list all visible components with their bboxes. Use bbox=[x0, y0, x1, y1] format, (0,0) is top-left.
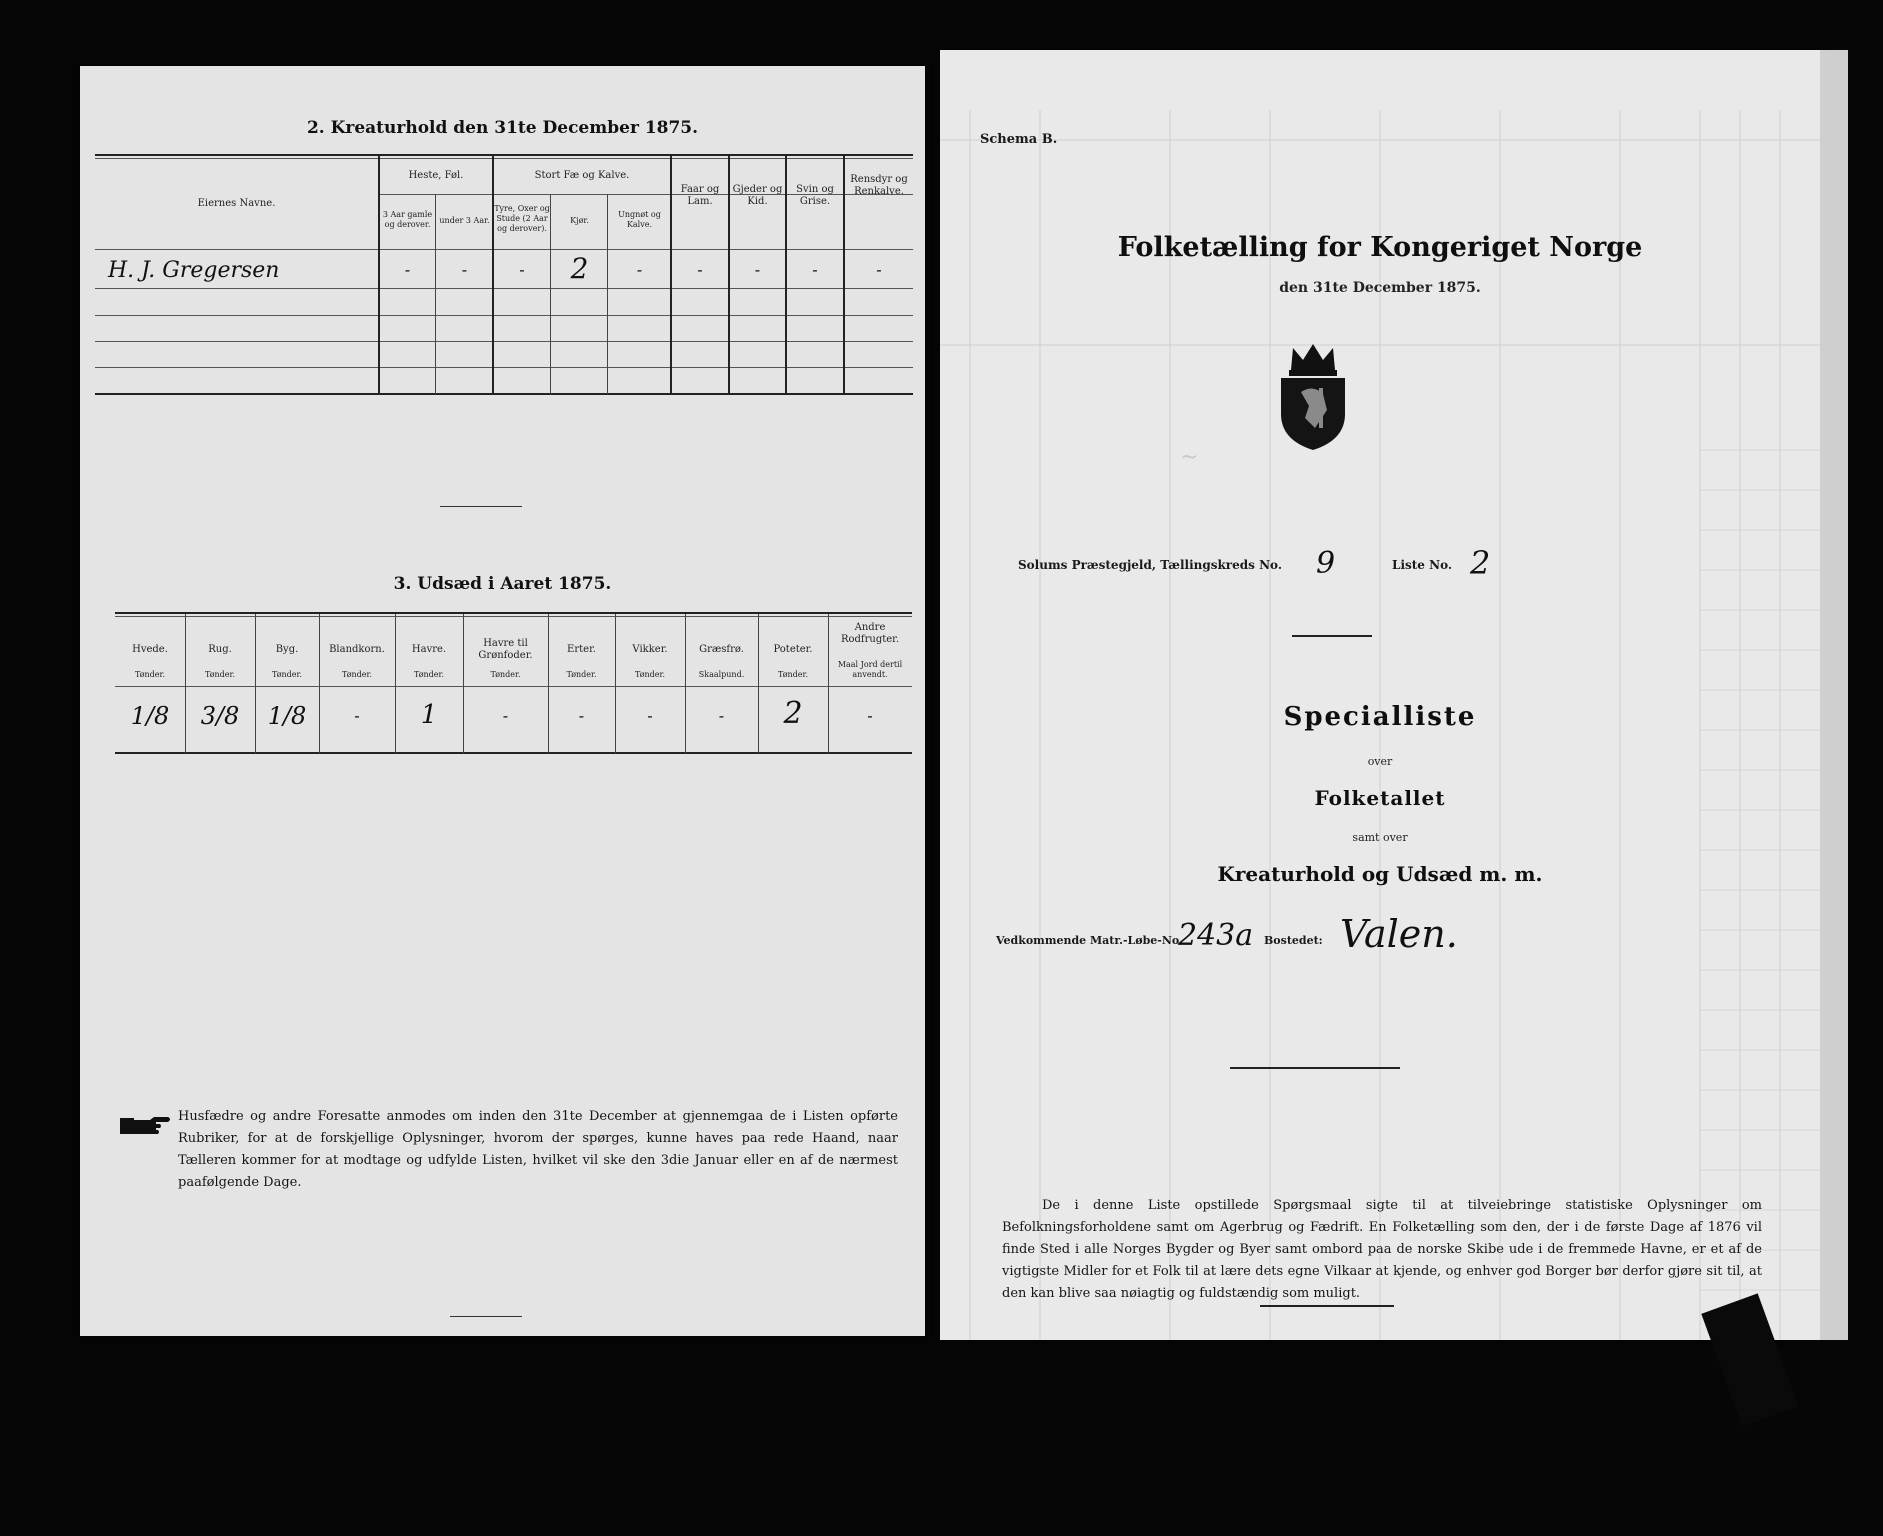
page-title: Folketælling for Kongeriget Norge bbox=[1117, 232, 1643, 263]
seed-value: - bbox=[578, 706, 585, 725]
norwegian-coat-of-arms-icon bbox=[1275, 340, 1351, 452]
header-gjeder: Gjeder og Kid. bbox=[732, 184, 783, 207]
seed-header: Hvede. bbox=[132, 644, 168, 655]
seed-header: Erter. bbox=[567, 644, 596, 655]
bosted-value: Valen. bbox=[1340, 912, 1458, 956]
livestock-cell: - bbox=[636, 260, 643, 279]
divider bbox=[1230, 1067, 1400, 1069]
header-rensdyr: Rensdyr og Renkalve. bbox=[850, 174, 908, 197]
seed-value: 1/8 bbox=[130, 702, 170, 730]
divider bbox=[450, 1316, 522, 1317]
bosted-label: Bostedet: bbox=[1264, 934, 1323, 947]
specialliste-heading: Specialliste bbox=[1283, 702, 1477, 732]
header-stort-b: Kjør. bbox=[570, 216, 589, 225]
seed-header: Havre. bbox=[411, 644, 447, 655]
seed-header: Havre til Grønfoder. bbox=[478, 638, 533, 661]
seed-value: - bbox=[647, 706, 653, 725]
divider bbox=[440, 506, 522, 507]
livestock-cell: - bbox=[754, 260, 761, 279]
seed-header: Blandkorn. bbox=[329, 644, 385, 655]
notice-text: Husfædre og andre Foresatte anmodes om inden den 31te December at gjennemgaa de i Listen opførte Rubriker, for at de forskjellige Oplysninger, hvorom der spørges, kunne haves paa rede Haand, naar Tælleren kommer for at modtage og udfylde Listen, hvilket vil ske den 3die Januar eller en af de nærmest paafølgende Dage. bbox=[178, 1109, 898, 1190]
livestock-cell: - bbox=[812, 260, 818, 279]
seed-unit: Tønder. bbox=[204, 670, 236, 679]
seed-value: - bbox=[354, 706, 360, 725]
intro-paragraph: De i denne Liste opstillede Spørgsmaal sigte til at tilveiebringe statistiske Oplysninger om Befolkningsforholdene samt om Agerbrug og Fædrift. En Folketælling som den, der i de første Dage af 1876 vil finde Sted i alle Norges Bygder og Byer samt ombord paa de norske Skibe ude i de fremmede Havne, er et af de vigtigste Midler for et Folk til at lære dets egne Vilkaar at kjende, og enhver god Borger bør derfor gjøre sit til, at den kan blive saa nøiagtig og fuldstændig som muligt. bbox=[1002, 1198, 1762, 1301]
seed-header: Byg. bbox=[275, 644, 299, 655]
livestock-cell: - bbox=[404, 260, 411, 279]
seed-value: 3/8 bbox=[200, 702, 240, 730]
prestegjeld-line bbox=[1018, 558, 1282, 572]
seed-value: 2 bbox=[783, 696, 803, 731]
header-stort-c: Ungnøt og Kalve. bbox=[618, 210, 661, 229]
prestegjeld-label: Solums Præstegjeld, bbox=[1018, 558, 1157, 572]
seed-header: Rug. bbox=[208, 644, 232, 655]
right-page bbox=[940, 50, 1820, 1340]
livestock-cell: - bbox=[461, 260, 468, 279]
header-heste-a: 3 Aar gamle og derover. bbox=[382, 210, 433, 229]
section2-title: 2. Kreaturhold den 31te December 1875. bbox=[306, 118, 699, 138]
seed-unit: Tønder. bbox=[634, 670, 666, 679]
seed-unit: Maal Jord dertil anvendt. bbox=[837, 660, 903, 679]
seed-value: - bbox=[867, 706, 873, 725]
livestock-cell: - bbox=[519, 260, 525, 279]
page-edge bbox=[1820, 50, 1848, 1340]
kreds-label: Tællingskreds No. bbox=[1160, 558, 1283, 572]
liste-value: 2 bbox=[1470, 544, 1491, 582]
seed-unit: Tønder. bbox=[413, 670, 445, 679]
header-svin: Svin og Grise. bbox=[796, 184, 834, 207]
header-heste-b: under 3 Aar. bbox=[439, 216, 490, 225]
section3-title: 3. Udsæd i Aaret 1875. bbox=[393, 574, 612, 594]
divider bbox=[1260, 1305, 1394, 1307]
matr-label: Vedkommende Matr.-Løbe-No. bbox=[996, 934, 1183, 947]
folketallet-heading: Folketallet bbox=[1314, 786, 1446, 810]
title-date: den 31te December 1875. bbox=[1279, 280, 1481, 296]
seed-unit: Tønder. bbox=[134, 670, 166, 679]
livestock-cell: 2 bbox=[570, 252, 589, 285]
seed-value: - bbox=[502, 706, 509, 725]
seed-unit: Skaalpund. bbox=[698, 670, 745, 679]
seed-unit: Tønder. bbox=[566, 670, 597, 679]
over-text: over bbox=[1367, 755, 1393, 768]
samt-over-text: samt over bbox=[1352, 831, 1408, 844]
header-heste: Heste, Føl. bbox=[408, 170, 464, 181]
seed-value: 1/8 bbox=[267, 702, 307, 730]
schema-label: Schema B. bbox=[980, 132, 1058, 147]
pointing-hand-icon bbox=[120, 1114, 172, 1136]
divider bbox=[1292, 635, 1372, 637]
seed-header: Andre Rodfrugter. bbox=[840, 622, 900, 645]
seed-unit: Tønder. bbox=[271, 670, 303, 679]
seed-header: Poteter. bbox=[773, 644, 813, 655]
liste-label: Liste No. bbox=[1392, 558, 1453, 572]
seed-value: - bbox=[718, 706, 725, 725]
seed-header: Græsfrø. bbox=[699, 644, 744, 655]
kreaturhold-heading: Kreaturhold og Udsæd m. m. bbox=[1217, 862, 1543, 886]
header-faar: Faar og Lam. bbox=[680, 184, 720, 207]
header-stort-a: Tyre, Oxer og Stude (2 Aar og derover). bbox=[494, 204, 550, 233]
seed-unit: Tønder. bbox=[777, 670, 809, 679]
header-owner: Eiernes Navne. bbox=[197, 198, 276, 209]
seed-unit: Tønder. bbox=[490, 670, 521, 679]
left-page bbox=[80, 66, 925, 1336]
bleed-text: ~ bbox=[1180, 445, 1199, 470]
matr-value: 243a bbox=[1178, 918, 1254, 953]
header-stort: Stort Fæ og Kalve. bbox=[534, 170, 630, 181]
seed-header: Vikker. bbox=[632, 644, 668, 655]
livestock-cell: - bbox=[697, 260, 703, 279]
kreds-value: 9 bbox=[1316, 546, 1336, 581]
livestock-cell: - bbox=[876, 260, 882, 279]
seed-unit: Tønder. bbox=[341, 670, 373, 679]
seed-value: 1 bbox=[420, 700, 438, 730]
owner-name: H. J. Gregersen bbox=[108, 258, 280, 283]
